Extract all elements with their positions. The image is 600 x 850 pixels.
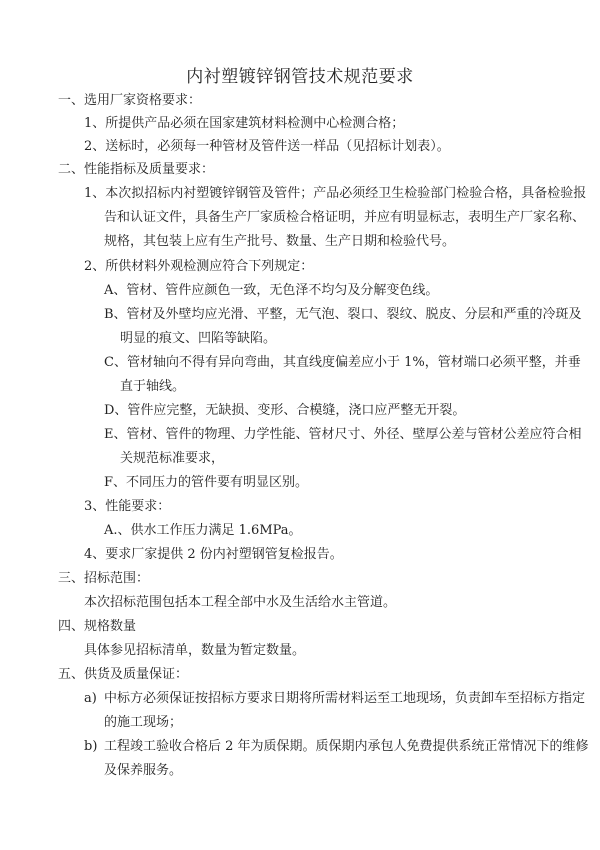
appearance-rule-b-line-1: B、管材及外壁均应光滑、平整，无气泡、裂口、裂纹、脱皮、分层和严重的冷斑及 — [104, 307, 582, 322]
appearance-rule-e-line-1: E、管材、管件的物理、力学性能、管材尺寸、外径、壁厚公差与管材公差应符合相 — [104, 427, 582, 442]
clause-b-label: b) — [84, 739, 98, 754]
section-2-heading: 二、性能指标及质量要求： — [58, 162, 215, 177]
appearance-rule-c-line-2: 直于轴线。 — [120, 379, 186, 394]
clause-b-line-2: 及保养服务。 — [104, 763, 183, 778]
section-2-item-3-heading: 3、性能要求： — [84, 499, 171, 514]
section-2-item-2-heading: 2、所供材料外观检测应符合下列规定： — [84, 259, 314, 274]
clause-a-line-1: 中标方必须保证按招标方要求日期将所需材料运至工地现场，负责卸车至招标方指定 — [104, 691, 586, 706]
appearance-rule-f: F、不同压力的管件要有明显区别。 — [104, 475, 309, 490]
section-4-text: 具体参见招标清单，数量为暂定数量。 — [84, 643, 306, 658]
section-1-item-1: 1、所提供产品必须在国家建筑材料检测中心检测合格； — [84, 116, 405, 131]
document-title: 内衬塑镀锌钢管技术规范要求 — [186, 67, 414, 87]
section-3-text: 本次招标范围包括本工程全部中水及生活给水主管道。 — [84, 595, 397, 610]
section-2-item-1-line-2: 告和认证文件，具备生产厂家质检合格证明，并应有明显标志，表明生产厂家名称、 — [104, 210, 586, 225]
performance-requirement-a: A.、供水工作压力满足 1.6MPa。 — [104, 523, 302, 538]
clause-a-line-2: 的施工现场； — [104, 715, 183, 730]
section-4-heading: 四、规格数量 — [58, 619, 137, 634]
appearance-rule-a: A、管材、管件应颜色一致，无色泽不均匀及分解变色线。 — [104, 283, 439, 298]
appearance-rule-c-line-1: C、管材轴向不得有异向弯曲，其直线度偏差应小于 1%，管材端口必须平整，并垂 — [104, 355, 581, 370]
section-1-heading: 一、选用厂家资格要求： — [58, 93, 202, 108]
section-1-item-2: 2、送标时，必须每一种管材及管件送一样品（见招标计划表）。 — [84, 139, 450, 154]
appearance-rule-b-line-2: 明显的痕文、凹陷等缺陷。 — [120, 331, 277, 346]
appearance-rule-d: D、管件应完整，无缺损、变形、合模缝，浇口应严整无开裂。 — [104, 403, 466, 418]
clause-b-line-1: 工程竣工验收合格后 2 年为质保期。质保期内承包人免费提供系统正常情况下的维修 — [104, 739, 589, 754]
section-5-heading: 五、供货及质量保证： — [58, 667, 189, 682]
clause-a-label: a) — [84, 691, 97, 706]
section-2-item-1-line-3: 规格，其包装上应有生产批号、数量、生产日期和检验代号。 — [104, 234, 456, 249]
appearance-rule-e-line-2: 关规范标准要求， — [120, 451, 225, 466]
section-2-item-4: 4、要求厂家提供 2 份内衬塑钢管复检报告。 — [84, 547, 343, 562]
section-3-heading: 三、招标范围： — [58, 571, 150, 586]
section-2-item-1-line-1: 1、本次拟招标内衬塑镀锌钢管及管件；产品必须经卫生检验部门检验合格，具备检验报 — [84, 186, 587, 201]
